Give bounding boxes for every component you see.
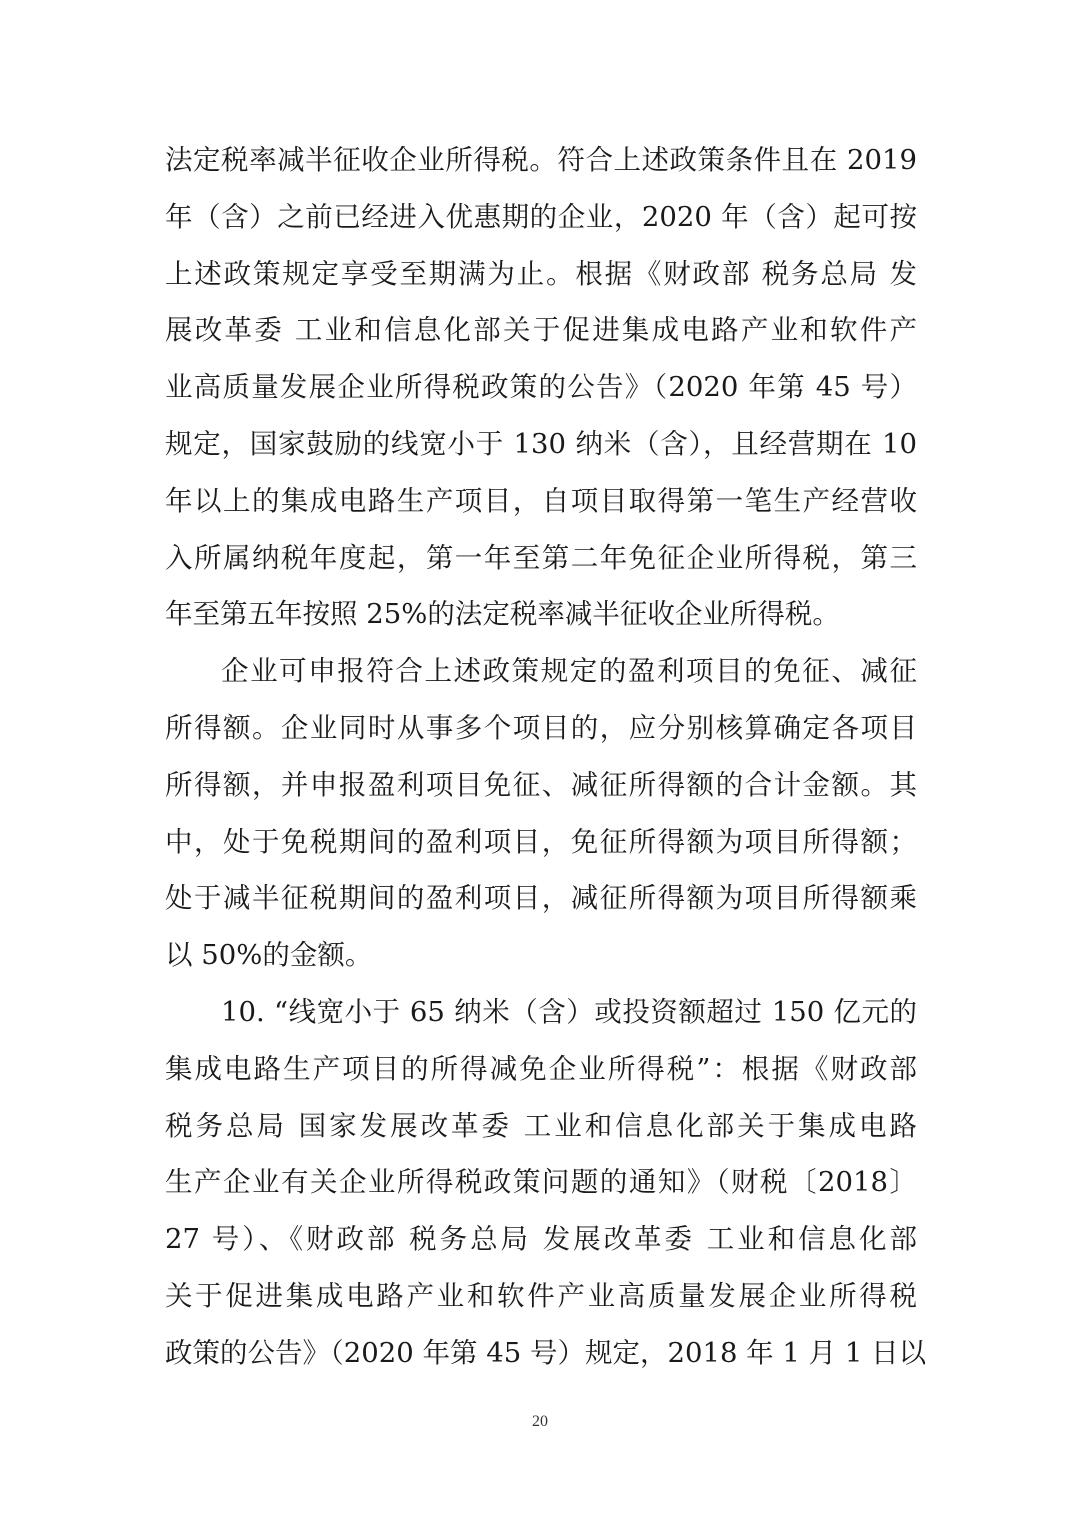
paragraph-3 — [165, 984, 927, 1382]
text-line: 展改革委 工业和信息化部关于促进集成电路产业和软件产 — [165, 314, 917, 347]
text-line: 处于减半征税期间的盈利项目，减征所得额为项目所得额乘 — [165, 882, 917, 915]
text-line: 27 号）、《财政部 税务总局 发展改革委 工业和信息化部 — [165, 1223, 917, 1256]
text-line: 入所属纳税年度起，第一年至第二年免征企业所得税，第三 — [165, 541, 917, 574]
text-line: 年（含）之前已经进入优惠期的企业，2020 年（含）起可按 — [165, 200, 917, 233]
text-line: 上述政策规定享受至期满为止。根据《财政部 税务总局 发 — [165, 257, 917, 290]
text-line: 法定税率减半征收企业所得税。符合上述政策条件且在 2019 — [165, 144, 917, 176]
text-line: 以 50%的金额。 — [165, 939, 373, 972]
text-line: 所得额，并申报盈利项目免征、减征所得额的合计金额。其 — [165, 768, 917, 801]
paragraph-1 — [165, 132, 917, 643]
text-line: 企业可申报符合上述政策规定的盈利项目的免征、减征 — [221, 655, 917, 688]
text-line: 税务总局 国家发展改革委 工业和信息化部关于集成电路 — [165, 1109, 917, 1142]
text-line: 集成电路生产项目的所得减免企业所得税”：根据《财政部 — [165, 1052, 917, 1085]
text-line: 生产企业有关企业所得税政策问题的通知》（财税〔2018〕 — [165, 1166, 917, 1199]
text-line: 年以上的集成电路生产项目，自项目取得第一笔生产经营收 — [165, 484, 917, 517]
text-line: 10. “线宽小于 65 纳米（含）或投资额超过 150 亿元的 — [221, 995, 917, 1028]
text-line: 政策的公告》（2020 年第 45 号）规定，2018 年 1 月 1 日以 — [165, 1336, 927, 1369]
text-line: 年至第五年按照 25%的法定税率减半征收企业所得税。 — [165, 598, 840, 631]
text-line: 规定，国家鼓励的线宽小于 130 纳米（含），且经营期在 10 — [165, 427, 917, 460]
text-line: 所得额。企业同时从事多个项目的，应分别核算确定各项目 — [165, 711, 917, 744]
paragraph-2 — [165, 643, 917, 984]
text-line: 业高质量发展企业所得税政策的公告》（2020 年第 45 号） — [165, 371, 917, 404]
text-line: 关于促进集成电路产业和软件产业高质量发展企业所得税 — [165, 1279, 917, 1312]
page-number: 20 — [532, 1413, 548, 1430]
text-line: 中，处于免税期间的盈利项目，免征所得额为项目所得额； — [165, 825, 917, 858]
body-text — [165, 132, 927, 1382]
